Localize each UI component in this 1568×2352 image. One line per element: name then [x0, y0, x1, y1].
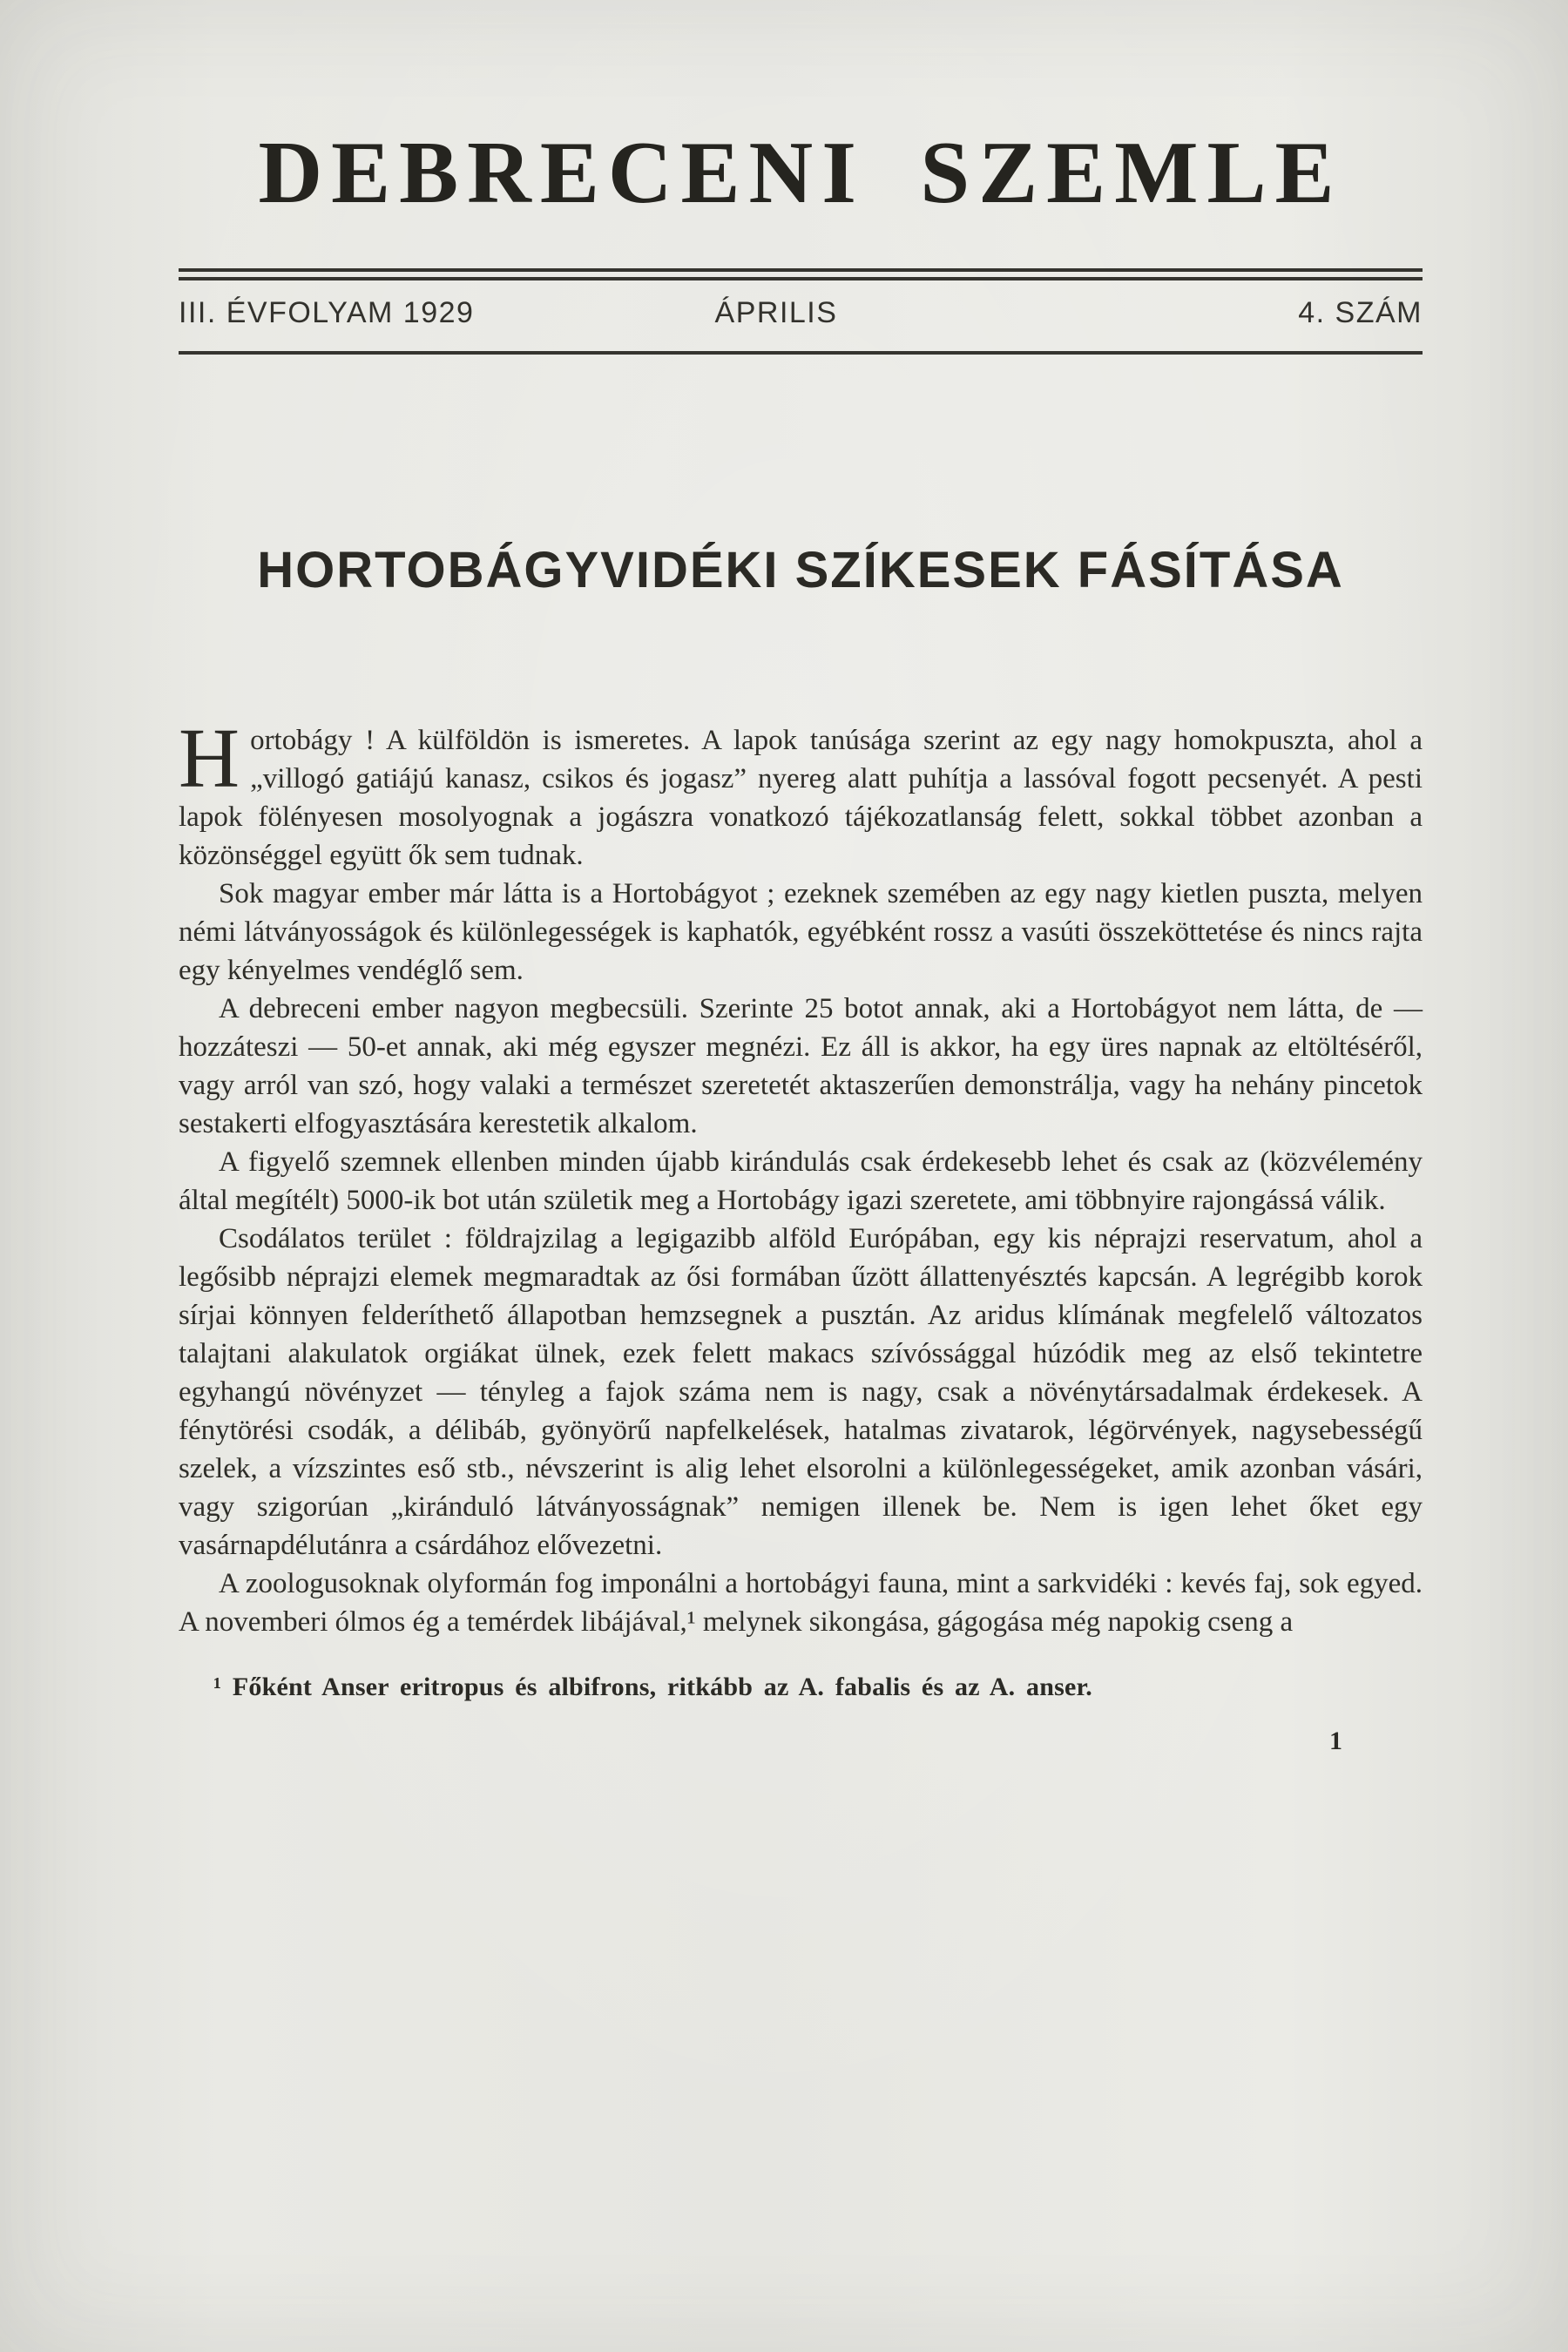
page-content — [179, 0, 1423, 1756]
paragraph: A debreceni ember nagyon megbecsüli. Szerinte 25 botot annak, aki a Hortobágyot nem látta, de — hozzáteszi — 50-et annak, aki még egyszer megnézi. Ez áll is akkor, ha egy üres napnak az eltöltéséről, vagy arról van szó, hogy valaki a természet szeretetét aktaszerűen demonstrálja, vagy ha nehány pincetok sestakerti elfogyasztására kerestetik alkalom. — [179, 993, 1423, 1139]
issue-month: ÁPRILIS — [714, 296, 838, 329]
masthead — [179, 124, 1423, 355]
paragraph: A zoologusoknak olyformán fog imponálni a hortobágyi fauna, mint a sarkvidéki : kevés faj, sok egyed. A novemberi ólmos ég a temérdek libájával,¹ melynek sikongása, gágogása még napokig cseng a — [179, 1568, 1423, 1638]
issue-info-row — [179, 296, 1423, 330]
footnote: ¹ Főként Anser eritropus és albifrons, ritkább az A. fabalis és az A. anser. — [213, 1673, 1092, 1701]
volume-year: III. ÉVFOLYAM 1929 — [179, 296, 475, 329]
paragraph: Csodálatos terület : földrajzilag a legigazibb alföld Európában, egy kis néprajzi reservatum, ahol a legősibb néprajzi elemek megmaradtak az ősi formában űzött állattenyésztés kapcsán. A legrégibb korok sírjai könnyen felderíthető állapotban hemzsegnek a pusztán. Az aridus klímának megfelelő változatos talajtani alakulatok orgiákat ülnek, ezek felett makacs szívóssággal húzódik meg az első tekintetre egyhangú növényzet — tényleg a fajok száma nem is nagy, csak a növénytársadalmak érdekesek. A fénytörési csodák, a délibáb, gyönyörű napfelkelések, hatalmas zivatarok, légörvények, nagysebességű szelek, a vízszintes eső stb., névszerint is alig lehet elsorolni a különlegességeket, amik azonban vásári, vagy szigorúan „kiránduló látványosságnak” nemigen illenek be. Nem is igen lehet őket egy vasárnapdélutánra a csárdához elővezetni. — [179, 1223, 1423, 1561]
journal-title: DEBRECENI SZEMLE — [258, 124, 1343, 222]
paragraph: A figyelő szemnek ellenben minden újabb kirándulás csak érdekesebb lehet és csak az (közvélemény által megítélt) 5000-ik bot után születik meg a Hortobágy igazi szeretete, ami többnyire rajongássá válik. — [179, 1146, 1423, 1216]
issue-number: 4. SZÁM — [1298, 296, 1423, 329]
page-number: 1 — [1329, 1727, 1342, 1755]
single-rule — [179, 351, 1423, 355]
paragraph — [179, 712, 1423, 875]
double-rule — [179, 268, 1423, 280]
article — [179, 541, 1423, 1756]
article-title: HORTOBÁGYVIDÉKI SZÍKESEK FÁSÍTÁSA — [257, 542, 1344, 598]
article-body — [179, 712, 1423, 1641]
paragraph-text: ortobágy ! A külföldön is ismeretes. A lapok tanúsága szerint az egy nagy homokpuszta, ahol a „villogó gatiájú kanasz, csikos és jogasz” nyereg alatt puhítja a lassóval fogott pecsenyét. A pesti lapok fölényesen mosolyognak a jogászra vonatkozó tájékozatlanság felett, sokkal többet azonban a közönséggel együtt ők sem tudnak. — [179, 725, 1423, 871]
dropcap-letter: H — [179, 712, 240, 805]
paragraph: Sok magyar ember már látta is a Hortobágyot ; ezeknek szemében az egy nagy kietlen puszta, melyen némi látványosságok és különlegességek is kaphatók, egyébként rossz a vasúti összeköttetése és nincs rajta egy kényelmes vendéglő sem. — [179, 878, 1423, 986]
